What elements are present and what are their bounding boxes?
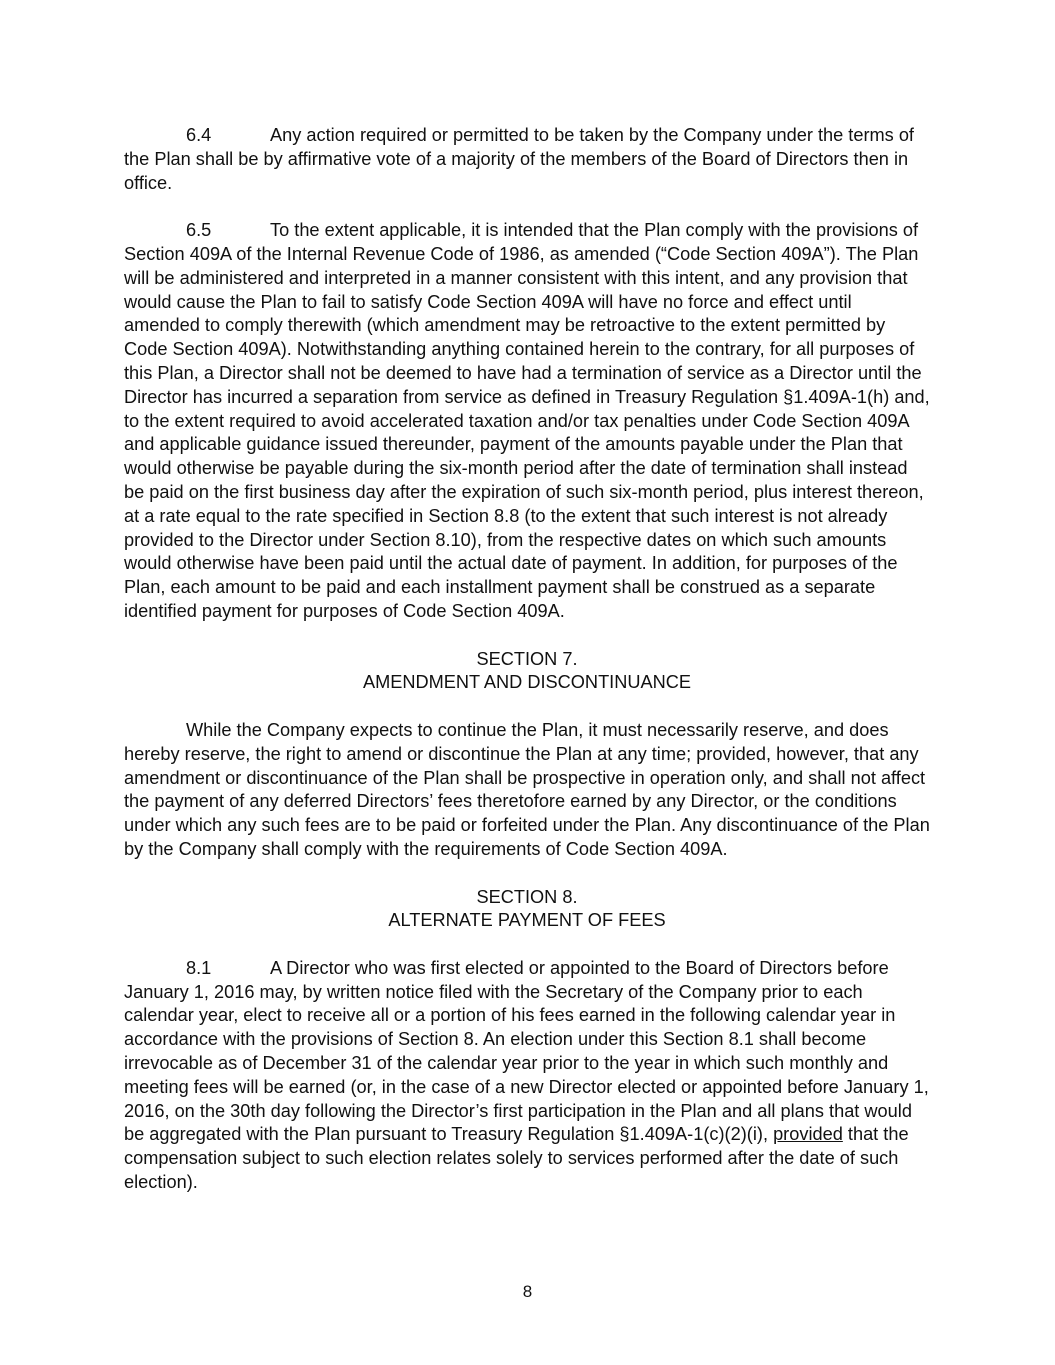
section-title: ALTERNATE PAYMENT OF FEES (388, 910, 666, 931)
paragraph-6-5 (124, 219, 930, 624)
paragraph-text-before: A Director who was first elected or appointed to the Board of Directors before January 1, 2016 may, by written notice filed with the Secretary of the Company prior to each calendar year, elect to receive all or a portion of his fees earned in the following calendar year in accordance with the provisions of Section 8. An election under this Section 8.1 shall become irrevocable as of December 31 of the calendar year prior to the year in which such monthly and meeting fees will be earned (or, in the case of a new Director elected or appointed before January 1, 2016, on the 30th day following the Director’s first participation in the Plan and all plans that would be aggregated with the Plan pursuant to Treasury Regulation §1.409A-1(c)(2)(i), (124, 957, 929, 1145)
underlined-term: provided (773, 1124, 843, 1145)
paragraph-text: To the extent applicable, it is intended that the Plan comply with the provisions of Section 409A of the Internal Revenue Code of 1986, as amended (“Code Section 409A”). The Plan will be administered and interpreted in a manner consistent with this intent, and any provision that would cause the Plan to fail to satisfy Code Section 409A will have no force and effect until amended to comply therewith (which amendment may be retroactive to the extent permitted by Code Section 409A). Notwithstanding anything contained herein to the contrary, for all purposes of this Plan, a Director shall not be deemed to have had a termination of service as a Director until the Director has incurred a separation from service as defined in Treasury Regulation §1.409A-1(h) and, to the extent required to avoid accelerated taxation and/or tax penalties under Code Section 409A and applicable guidance issued thereunder, payment of the amounts payable under the Plan that would otherwise be payable during the six-month period after the date of termination shall instead be paid on the first business day after the expiration of such six-month period, plus interest thereon, at a rate equal to the rate specified in Section 8.8 (to the extent that such interest is not already provided to the Director under Section 8.10), from the respective dates on which such amounts would otherwise have been paid until the actual date of payment. In addition, for purposes of the Plan, each amount to be paid and each installment payment shall be construed as a separate identified payment for purposes of Code Section 409A. (124, 220, 930, 621)
section-number: SECTION 8. (476, 886, 578, 907)
paragraph-8-1 (124, 957, 930, 1195)
paragraph-text: Any action required or permitted to be taken by the Company under the terms of the Plan shall be by affirmative vote of a majority of the members of the Board of Directors then in office. (124, 125, 914, 193)
section-number: SECTION 7. (476, 648, 578, 669)
paragraph-number: 6.5 (186, 220, 212, 241)
paragraph-text-after: that the compensation subject to such election relates solely to services performed after the date of such election). (124, 1124, 909, 1193)
section-title: AMENDMENT AND DISCONTINUANCE (362, 672, 692, 693)
document-page (124, 124, 930, 1219)
page-number: 8 (522, 1282, 533, 1301)
paragraph-number: 6.4 (186, 125, 212, 145)
paragraph-text: While the Company expects to continue the Plan, it must necessarily reserve, and does hereby reserve, the right to amend or discontinue the Plan at any time; provided, however, that any amendment or discontinuance of the Plan shall be prospective in operation only, and shall not affect the payment of any deferred Directors’ fees theretofore earned by any Director, or the conditions under which any such fees are to be paid or forfeited under the Plan. Any discontinuance of the Plan by the Company shall comply with the requirements of Code Section 409A. (124, 719, 930, 859)
section-7-heading (124, 648, 930, 696)
section-8-heading (124, 886, 930, 934)
paragraph-number: 8.1 (186, 957, 212, 978)
paragraph-6-4 (124, 124, 930, 195)
section-7-paragraph (124, 719, 930, 862)
